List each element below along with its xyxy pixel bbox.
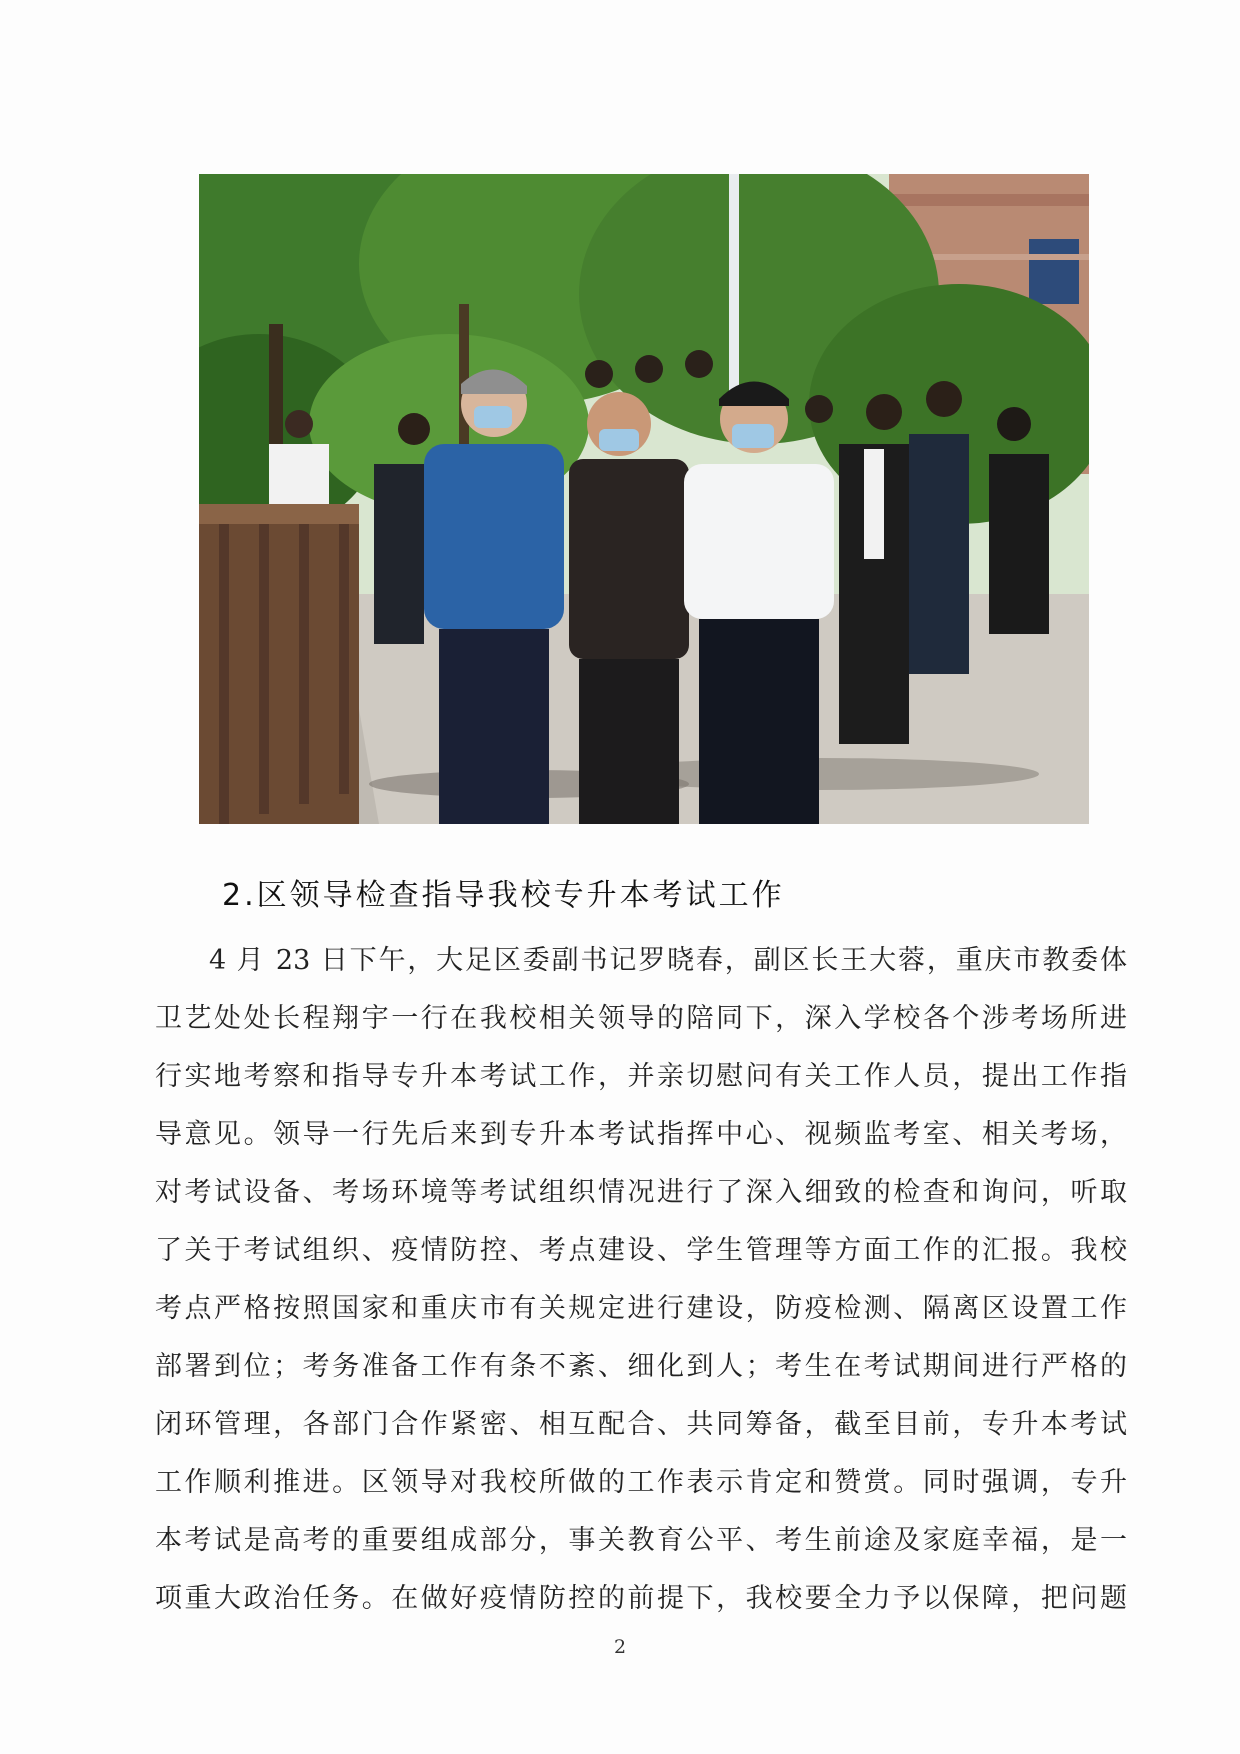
news-photo (199, 174, 1089, 824)
paragraph-line: 了关于考试组织、疫情防控、考点建设、学生管理等方面工作的汇报。我校 (155, 1235, 1127, 1266)
paragraph-line: 行实地考察和指导专升本考试工作，并亲切慰问有关工作人员，提出工作指 (155, 1061, 1127, 1092)
section-heading: 2.区领导检查指导我校专升本考试工作 (222, 878, 785, 913)
paragraph-line: 对考试设备、考场环境等考试组织情况进行了深入细致的检查和询问，听取 (155, 1177, 1127, 1208)
article-body (155, 932, 1127, 1628)
paragraph-line: 闭环管理，各部门合作紧密、相互配合、共同筹备，截至目前，专升本考试 (155, 1409, 1127, 1440)
page-number: 2 (613, 1636, 627, 1658)
paragraph-line: 导意见。领导一行先后来到专升本考试指挥中心、视频监考室、相关考场， (155, 1119, 1127, 1150)
paragraph-line: 4 月 23 日下午，大足区委副书记罗晓春，副区长王大蓉，重庆市教委体 (209, 945, 1127, 976)
paragraph-line: 项重大政治任务。在做好疫情防控的前提下，我校要全力予以保障，把问题 (155, 1583, 1127, 1614)
paragraph-line: 本考试是高考的重要组成部分，事关教育公平、考生前途及家庭幸福，是一 (155, 1525, 1127, 1556)
photo-illustration (199, 174, 1089, 824)
paragraph-line: 卫艺处处长程翔宇一行在我校相关领导的陪同下，深入学校各个涉考场所进 (155, 1003, 1127, 1034)
paragraph-line: 部署到位；考务准备工作有条不紊、细化到人；考生在考试期间进行严格的 (155, 1351, 1127, 1382)
paragraph-line: 工作顺利推进。区领导对我校所做的工作表示肯定和赞赏。同时强调，专升 (155, 1467, 1127, 1498)
paragraph-line: 考点严格按照国家和重庆市有关规定进行建设，防疫检测、隔离区设置工作 (155, 1293, 1127, 1324)
